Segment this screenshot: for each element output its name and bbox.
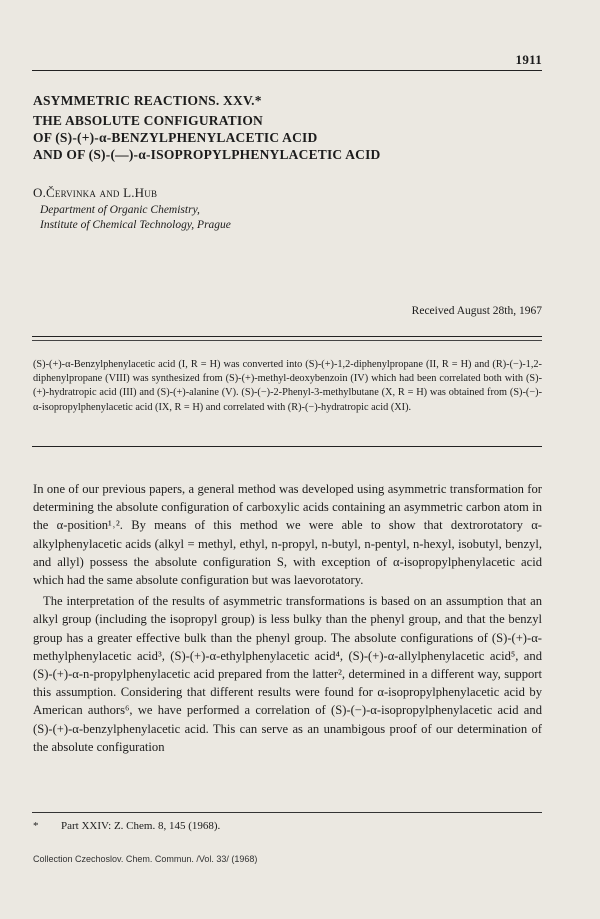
header-rule [32,70,542,71]
received-date: Received August 28th, 1967 [411,305,542,317]
abstract-rule-top-inner [32,340,542,341]
article-title [33,112,553,163]
title-line: OF (S)-(+)-α-BENZYLPHENYLACETIC ACID [33,130,318,145]
affiliation [40,203,440,233]
affiliation-line: Institute of Chemical Technology, Prague [40,219,231,231]
journal-citation: Collection Czechoslov. Chem. Commun. /Vol. 33/ (1968) [33,854,258,864]
abstract: (S)-(+)-α-Benzylphenylacetic acid (I, R = H) was converted into (S)-(+)-1,2-diphenylpropane (II, R = H) and (R)-(−)-1,2-diphenylpropane (VIII) was synthesized from (S)-(+)-methyl-deoxybenzoin (IV) which had been correlated both with (S)-(+)-hydratropic acid (III) and (S)-(+)-alanine (V). (S)-(−)-2-Phenyl-3-methylbutane (X, R = H) was obtained from (S)-(−)-α-isopropylphenylacetic acid (IX, R = H) and correlated with (R)-(−)-hydratropic acid (XI). [33,359,542,413]
title-line: AND OF (S)-(—)-α-ISOPROPYLPHENYLACETIC ACID [33,147,381,162]
title-line: THE ABSOLUTE CONFIGURATION [33,113,263,128]
footnote [33,820,542,832]
page-number: 1911 [515,52,542,67]
series-title: ASYMMETRIC REACTIONS. XXV.* [33,93,262,108]
paragraph: In one of our previous papers, a general method was developed using asymmetric transformation for determining the absolute configuration of carboxylic acids containing an asymmetric carbon atom in the α-position¹˒². By means of this method we were able to show that dextrorotatory α-alkylphenylacetic acids (alkyl = methyl, ethyl, n-propyl, n-butyl, n-pentyl, n-hexyl, isobutyl, benzyl, and allyl) possess the absolute configuration S, with exception of α-isopropylphenylacetic acid which had the same absolute configuration but was laevorotatory. [33,482,542,588]
footnote-mark: * [33,820,39,832]
authors: O.Červinka and L.Hub [33,185,158,200]
body-text [33,480,542,756]
footnote-rule [32,812,542,813]
footnote-text: Part XXIV: Z. Chem. 8, 145 (1968). [61,820,221,832]
affiliation-line: Department of Organic Chemistry, [40,204,200,216]
abstract-rule-top [32,336,542,337]
paragraph: The interpretation of the results of asymmetric transformations is based on an assumption that an alkyl group (including the isopropyl group) is less bulky than the phenyl group, and that the benzyl group has a greater effective bulk than the phenyl group. The absolute configurations of (S)-(+)-α-methylphenylacetic acid³, (S)-(+)-α-ethylphenylacetic acid⁴, (S)-(+)-α-allylphenylacetic acid⁵, and (S)-(+)-α-n-propylphenylacetic acid prepared from the latter², determined in a different way, support this assumption. Considering that different results were found for α-isopropylphenylacetic acid by American authors⁶, we have performed a correlation of (S)-(−)-α-isopropylphenylacetic acid and (S)-(+)-α-benzylphenylacetic acid. This can serve as an unambigous proof of our determination of the absolute configuration [33,594,542,754]
abstract-rule-bottom [32,446,542,447]
